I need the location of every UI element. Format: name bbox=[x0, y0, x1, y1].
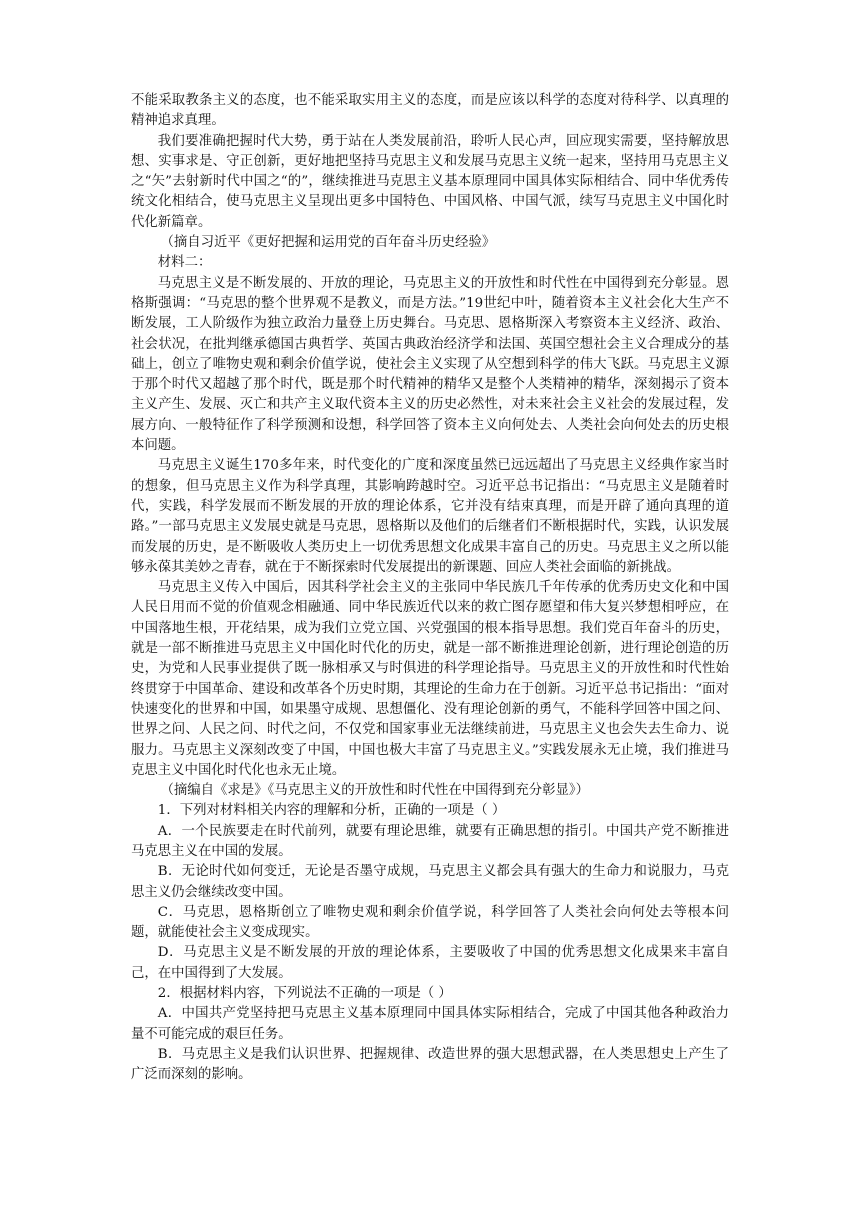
question-1: 1．下列对材料相关内容的理解和分析，正确的一项是（ ） bbox=[157, 803, 506, 819]
question-2-option-a: A．中国共产党坚持把马克思主义基本原理同中国具体实际相结合，完成了中国其他各种政治力量不可能完成的艰巨任务。 bbox=[131, 1006, 729, 1042]
source-note-1: （摘自习近平《更好把握和运用党的百年奋斗历史经验》 bbox=[160, 235, 496, 251]
source-note-2: （摘编自《求是》《马克思主义的开放性和时代性在中国得到充分彰显》） bbox=[160, 783, 589, 799]
question-1-option-a: A．一个民族要走在时代前列，就要有理论思维，就要有正确思想的指引。中国共产党不断推进马克思主义在中国的发展。 bbox=[131, 823, 729, 859]
question-1-option-c: C．马克思，恩格斯创立了唯物史观和剩余价值学说，科学回答了人类社会向何处去等根本问题，就能使社会主义变成现实。 bbox=[131, 904, 729, 941]
question-1-option-d: D．马克思主义是不断发展的开放的理论体系，主要吸收了中国的优秀思想文化成果来丰富自己，在中国得到了大发展。 bbox=[131, 945, 729, 981]
question-1-option-b: B．无论时代如何变迁，无论是否墨守成规，马克思主义都会具有强大的生命力和说服力，马克思主义仍会继续改变中国。 bbox=[131, 864, 729, 900]
question-2: 2．根据材料内容，下列说法不正确的一项是（ ） bbox=[157, 986, 452, 1002]
paragraph-grasp-trend: 我们要准确把握时代大势，勇于站在人类发展前沿，聆听人民心声，回应现实需要，坚持解放思想、实事求是、守正创新，更好地把坚持马克思主义和发展马克思主义统一起来，坚持用马克思主义之“矢”去射新时代中国之“的”，继续推进马克思主义基本原理同中国具体实际相结合、同中华优秀传统文化相结合，使马克思主义呈现出更多中国特色、中国风格、中国气派，续写马克思主义中国化时代化新篇章。 bbox=[131, 133, 729, 230]
paragraph-170-years: 马克思主义诞生170多年来，时代变化的广度和深度虽然已远远超出了马克思主义经典作家当时的想象，但马克思主义作为科学真理，其影响跨越时空。习近平总书记指出：“马克思主义是随着时代，实践，科学发展而不断发展的开放的理论体系，它并没有结束真理，而是开辟了通向真理的道路。”一部马克思主义发展史就是马克思，恩格斯以及他们的后继者们不断根据时代，实践，认识发展而发展的历史，是不断吸收人类历史上一切优秀思想文化成果丰富自己的历史。马克思主义之所以能够永葆其美妙之青春，就在于不断探索时代发展提出的新课题、回应人类社会面临的新挑战。 bbox=[131, 458, 729, 575]
paragraph-openness: 马克思主义是不断发展的、开放的理论，马克思主义的开放性和时代性在中国得到充分彰显。恩格斯强调：“马克思的整个世界观不是教义，而是方法。”19世纪中叶，随着资本主义社会化大生产不断发展，工人阶级作为独立政治力量登上历史舞台。马克思、恩格斯深入考察资本主义经济、政治、社会状况，在批判继承德国古典哲学、英国古典政治经济学和法国、英国空想社会主义合理成分的基础上，创立了唯物史观和剩余价值学说，使社会主义实现了从空想到科学的伟大飞跃。马克思主义源于那个时代又超越了那个时代，既是那个时代精神的精华又是整个人类精神的精华，深刻揭示了资本主义产生、发展、灭亡和共产主义取代资本主义的历史必然性，对未来社会主义社会的发展过程，发展方向、一般特征作了科学预测和设想，科学回答了资本主义向何处去、人类社会向何处去的历史根本问题。 bbox=[131, 275, 729, 454]
material-two-heading: 材料二： bbox=[157, 255, 212, 271]
question-2-option-b: B．马克思主义是我们认识世界、把握规律、改造世界的强大思想武器，在人类思想史上产生了广泛而深刻的影响。 bbox=[131, 1046, 729, 1083]
paragraph-continuation: 不能采取教条主义的态度，也不能采取实用主义的态度，而是应该以科学的态度对待科学、以真理的精神追求真理。 bbox=[131, 93, 729, 129]
document-page bbox=[131, 91, 729, 1086]
paragraph-into-china: 马克思主义传入中国后，因其科学社会主义的主张同中华民族几千年传承的优秀历史文化和中国人民日用而不觉的价值观念相融通、同中华民族近代以来的救亡图存愿望和伟大复兴梦想相呼应，在中国落地生根，开花结果，成为我们立党立国、兴党强国的根本指导思想。我们党百年奋斗的历史，就是一部不断推进马克思主义中国化时代化的历史，就是一部不断推进理论创新，进行理论创造的历史，为党和人民事业提供了既一脉相承又与时俱进的科学理论指导。马克思主义的开放性和时代性始终贯穿于中国革命、建设和改革各个历史时期，其理论的生命力在于创新。习近平总书记指出：“面对快速变化的世界和中国，如果墨守成规、思想僵化、没有理论创新的勇气，不能科学回答中国之问、世界之问、人民之问、时代之问，不仅党和国家事业无法继续前进，马克思主义也会失去生命力、说服力。马克思主义深刻改变了中国，中国也极大丰富了马克思主义。”实践发展永无止境，我们推进马克思主义中国化时代化也永无止境。 bbox=[131, 580, 729, 778]
